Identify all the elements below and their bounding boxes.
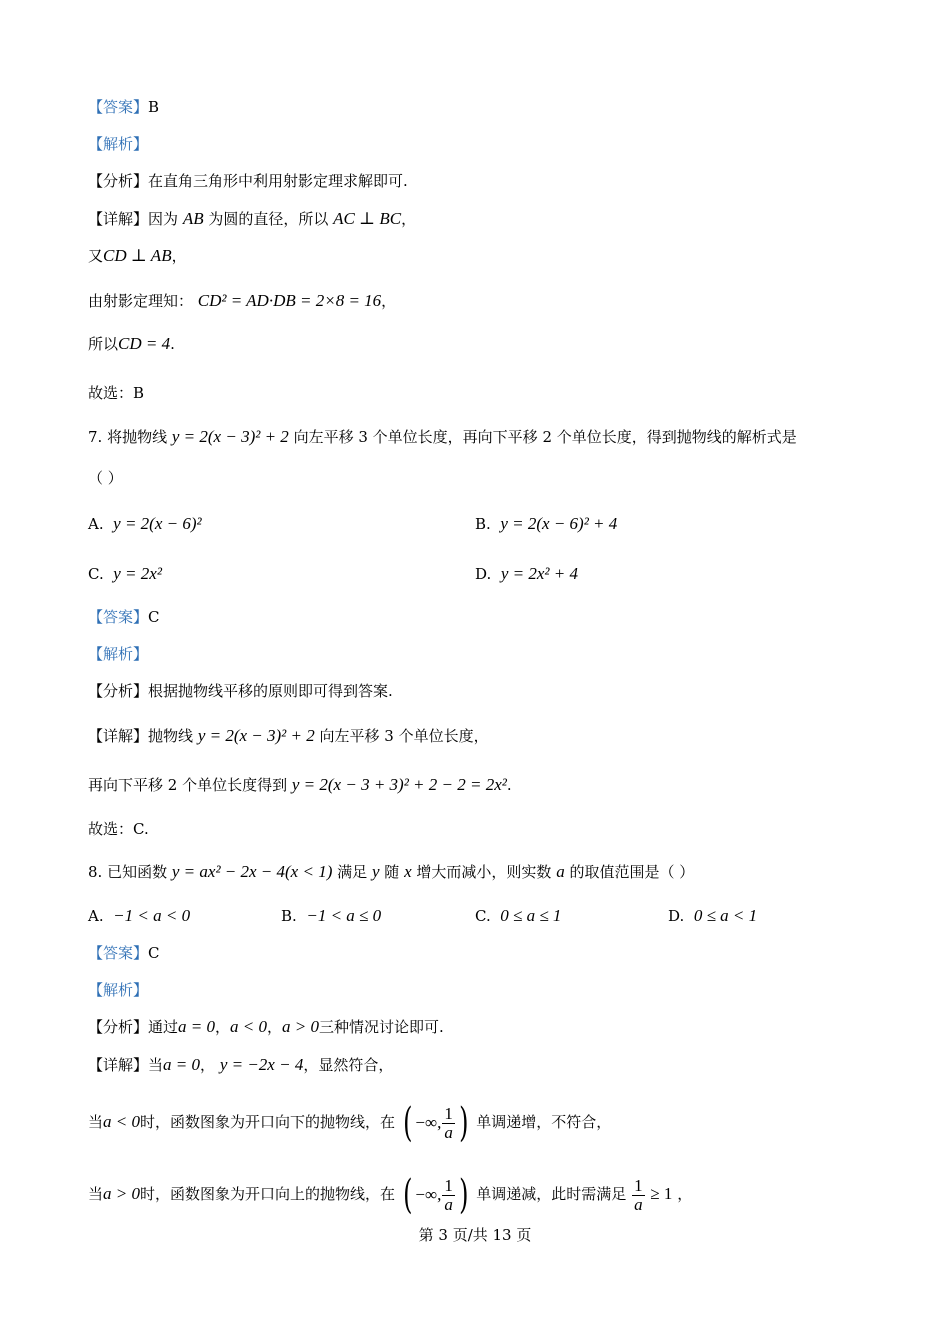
math: a < 0 (103, 1112, 140, 1131)
choice-text: 故选：C. (88, 820, 149, 838)
option-label: C. (475, 907, 491, 925)
question-number: 7. 将抛物线 (88, 428, 168, 446)
fraction-numerator: 1 (634, 1175, 643, 1195)
q8-option-d (668, 905, 757, 927)
solution-tag: 【解析】 (88, 135, 149, 153)
page-footer: 第 3 页/共 13 页 (418, 1226, 532, 1244)
detail-tag: 【详解】 (88, 1056, 149, 1074)
q6-detail-line-4 (88, 333, 175, 355)
analysis-text: 根据抛物线平移的原则即可得到答案. (148, 682, 393, 700)
option-math: y = 2(x − 6)² + 4 (500, 514, 618, 533)
option-label: B. (475, 515, 491, 533)
choice-text: 故选：B (88, 384, 145, 402)
math: a = 0 (163, 1055, 201, 1074)
option-label: D. (668, 907, 685, 925)
q7-option-c (88, 563, 162, 585)
fraction-one-over-a (442, 1105, 455, 1142)
math-a: a (556, 862, 565, 881)
answer-blank: （ ） (88, 469, 123, 487)
math: a > 0 (103, 1184, 140, 1203)
text: 通过 (148, 1018, 179, 1036)
text: 又 (88, 247, 104, 265)
text: ， (200, 1056, 216, 1074)
q6-detail-line-2 (88, 245, 187, 267)
fraction-one-over-a (442, 1177, 455, 1214)
text: 向左平移 3 个单位长度， (319, 727, 489, 745)
q7-detail-line-2 (88, 774, 512, 796)
option-math: 0 ≤ a ≤ 1 (500, 906, 562, 925)
analysis-tag: 【分析】 (88, 172, 149, 190)
math-parabola: y = 2(x − 3)² + 2 (197, 726, 315, 745)
answer-tag: 【答案】 (88, 608, 149, 626)
math-y: y (371, 862, 380, 881)
solution-tag: 【解析】 (88, 981, 149, 999)
math-cd-4: CD = 4 (118, 334, 171, 353)
text: ， (401, 210, 417, 228)
q7-option-b (475, 513, 617, 535)
q6-answer-line (88, 96, 159, 118)
text: ， (171, 247, 187, 265)
question-number: 8. 已知函数 (88, 863, 168, 881)
detail-tag: 【详解】 (88, 210, 149, 228)
detail-tag: 【详解】 (88, 727, 149, 745)
option-label: D. (475, 565, 492, 583)
math-parabola: y = 2(x − 3)² + 2 (171, 427, 289, 446)
answer-tag: 【答案】 (88, 98, 149, 116)
text: 单调递增，不符合， (476, 1113, 612, 1131)
math: a < 0 (230, 1017, 268, 1036)
text: 三种情况讨论即可. (319, 1018, 444, 1036)
math-projection: CD² = AD·DB = 2×8 = 16 (197, 291, 382, 310)
text: 单调递减，此时需满足 (476, 1185, 627, 1203)
option-math: y = 2x² + 4 (500, 564, 578, 583)
text: ， (215, 1018, 231, 1036)
option-label: A. (88, 515, 104, 533)
q6-analysis-line (88, 170, 408, 192)
text: 增大而减小，则实数 (416, 863, 552, 881)
text: 为圆的直径，所以 (208, 210, 329, 228)
right-paren: ) (458, 1100, 469, 1146)
right-paren: ) (458, 1172, 469, 1218)
fraction-denominator: a (444, 1194, 453, 1214)
fraction-numerator: 1 (444, 1103, 453, 1123)
q7-option-a (88, 513, 202, 535)
option-label: B. (281, 907, 297, 925)
text: 再向下平移 2 个单位长度得到 (88, 776, 288, 794)
q8-detail-line-2 (88, 1100, 611, 1145)
q6-solution-tag-line (88, 133, 148, 155)
q8-stem-line (88, 861, 694, 883)
answer-tag: 【答案】 (88, 944, 149, 962)
text: 的取值范围是（ ） (569, 863, 695, 881)
text: 由射影定理知： (88, 292, 194, 310)
text: 当 (88, 1185, 104, 1203)
option-math: −1 < a < 0 (113, 906, 191, 925)
q8-option-c (475, 905, 561, 927)
text: ，显然符合， (303, 1056, 394, 1074)
math: y = −2x − 4 (219, 1055, 304, 1074)
math: ≥ 1 (650, 1184, 673, 1203)
interval-left: −∞, (415, 1185, 442, 1204)
text: ， (381, 292, 397, 310)
analysis-tag: 【分析】 (88, 1018, 149, 1036)
left-paren: ( (402, 1172, 413, 1218)
q6-detail-line-3 (88, 290, 396, 312)
text: 随 (384, 863, 400, 881)
text: ， (677, 1185, 693, 1203)
math-shifted-parabola: y = 2(x − 3 + 3)² + 2 − 2 = 2x² (291, 775, 507, 794)
fraction-numerator: 1 (444, 1175, 453, 1195)
option-label: C. (88, 565, 104, 583)
q8-solution-tag-line (88, 979, 148, 1001)
text: 所以 (88, 335, 119, 353)
analysis-tag: 【分析】 (88, 682, 149, 700)
q7-choice-line (88, 818, 149, 840)
q7-option-d (475, 563, 578, 585)
q6-choice-line (88, 382, 144, 404)
q7-stem-line (88, 426, 797, 448)
answer-value: C (148, 608, 160, 626)
q8-analysis-line (88, 1016, 444, 1038)
q8-detail-line-1 (88, 1054, 393, 1076)
q8-option-b (281, 905, 381, 927)
text: 当 (148, 1056, 164, 1074)
q8-answer-line (88, 942, 160, 964)
text: 因为 (148, 210, 179, 228)
text: 当 (88, 1113, 104, 1131)
math: a > 0 (282, 1017, 320, 1036)
math-function: y = ax² − 2x − 4(x < 1) (171, 862, 333, 881)
question-text: 向左平移 3 个单位长度，再向下平移 2 个单位长度，得到抛物线的解析式是 (293, 428, 797, 446)
math-x: x (404, 862, 412, 881)
fraction-denominator: a (444, 1122, 453, 1142)
text: ， (267, 1018, 283, 1036)
q7-analysis-line (88, 680, 393, 702)
q7-detail-line-1 (88, 725, 489, 747)
text: 时，函数图象为开口向下的抛物线，在 (140, 1113, 396, 1131)
answer-value: C (148, 944, 160, 962)
fraction-denominator: a (634, 1194, 643, 1214)
answer-value: B (148, 98, 160, 116)
fraction-one-over-a (632, 1177, 645, 1214)
interval-neg-inf-to-one-over-a (400, 1173, 472, 1217)
text: . (506, 776, 512, 794)
solution-tag: 【解析】 (88, 645, 149, 663)
option-math: 0 ≤ a < 1 (693, 906, 758, 925)
left-paren: ( (402, 1100, 413, 1146)
option-math: y = 2x² (113, 564, 162, 583)
q8-detail-line-3 (88, 1172, 692, 1217)
text: 时，函数图象为开口向上的抛物线，在 (140, 1185, 396, 1203)
analysis-text: 在直角三角形中利用射影定理求解即可. (148, 172, 408, 190)
q7-paren-line (88, 467, 123, 489)
q7-solution-tag-line (88, 643, 148, 665)
q8-option-a (88, 905, 190, 927)
math: a = 0 (178, 1017, 216, 1036)
math-cd-perp-ab: CD ⊥ AB (103, 246, 172, 265)
option-label: A. (88, 907, 104, 925)
text: 满足 (337, 863, 368, 881)
interval-neg-inf-to-one-over-a (400, 1101, 472, 1145)
q7-answer-line (88, 606, 160, 628)
option-math: y = 2(x − 6)² (113, 514, 202, 533)
math-perpendicular: AC ⊥ BC (333, 209, 402, 228)
math-ab: AB (182, 209, 204, 228)
q6-detail-line-1 (88, 208, 416, 230)
option-math: −1 < a ≤ 0 (306, 906, 382, 925)
text: . (170, 335, 175, 353)
text: 抛物线 (148, 727, 194, 745)
interval-left: −∞, (415, 1113, 442, 1132)
